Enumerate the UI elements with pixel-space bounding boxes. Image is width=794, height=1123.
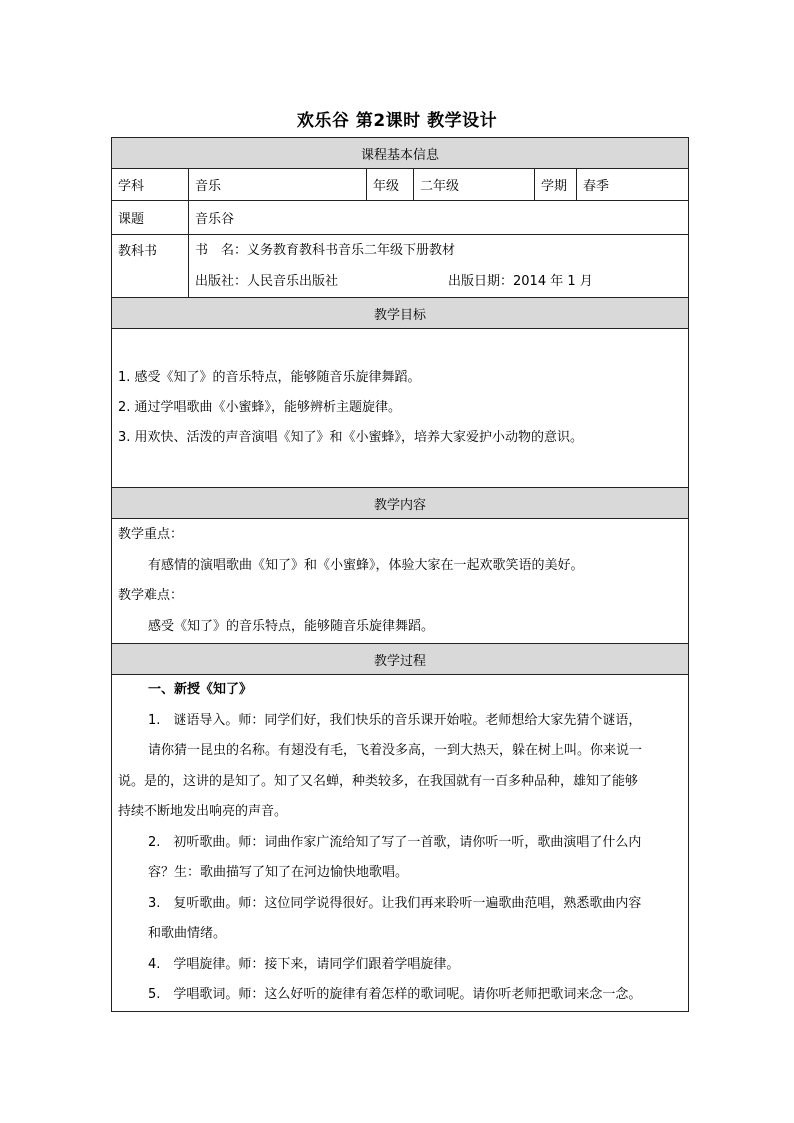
document-title: 欢乐谷 第2课时 教学设计: [296, 111, 498, 131]
process-line: 3. 复听歌曲。师：这位同学说得很好。让我们再来聆听一遍歌曲范唱，熟悉歌曲内容: [148, 895, 642, 911]
subject-row: [112, 169, 689, 201]
process-line: 容？生：歌曲描写了知了在河边愉快地歌唱。: [148, 865, 409, 880]
process-line: 2. 初听歌曲。师：词曲作家广流给知了写了一首歌，请你听一听，歌曲演唱了什么内: [148, 834, 642, 850]
goals-header: 教学目标: [112, 298, 689, 329]
goals-header-row: [112, 298, 689, 329]
process-body: [112, 675, 689, 1012]
textbook-info: [189, 235, 689, 298]
publisher: 出版社：人民音乐出版社: [195, 274, 339, 289]
topic-value: 音乐谷: [189, 201, 689, 235]
book-name: 书 名：义务教育教科书音乐二年级下册教材: [195, 243, 456, 258]
goal-item: 1. 感受《知了》的音乐特点，能够随音乐旋律舞蹈。: [118, 370, 421, 385]
process-line: 4. 学唱旋律。师：接下来，请同学们跟着学唱旋律。: [148, 956, 460, 972]
basic-info-header-row: [112, 138, 689, 169]
process-line: 说。是的，这讲的是知了。知了又名蝉，种类较多，在我国就有一百多种品种，雄知了能够: [118, 773, 639, 789]
difficult-points-label: 教学难点：: [118, 588, 184, 603]
subject-label: 学科: [112, 169, 189, 201]
topic-row: [112, 201, 689, 235]
process-header-row: [112, 644, 689, 675]
content-header: 教学内容: [112, 488, 689, 519]
grade-label: 年级: [367, 169, 414, 201]
goals-list: [112, 329, 689, 488]
lesson-plan-table: [111, 137, 689, 1012]
basic-info-header: 课程基本信息: [112, 138, 689, 169]
difficult-points-text: 感受《知了》的音乐特点，能够随音乐旋律舞蹈。: [148, 618, 435, 634]
goals-row: [112, 329, 689, 488]
goal-item: 3. 用欢快、活泼的声音演唱《知了》和《小蜜蜂》，培养大家爱护小动物的意识。: [118, 430, 584, 445]
process-line: 5. 学唱歌词。师：这么好听的旋律有着怎样的歌词呢。请你听老师把歌词来念一念。: [148, 987, 642, 1002]
content-row: [112, 519, 689, 644]
textbook-label: 教科书: [112, 235, 189, 298]
publisher-line: [195, 266, 682, 297]
key-points-text: 有感情的演唱歌曲《知了》和《小蜜蜂》，体验大家在一起欢歌笑语的美好。: [148, 557, 584, 573]
subject-value: 音乐: [189, 169, 367, 201]
process-line: 和歌曲情绪。: [148, 926, 227, 941]
process-header: 教学过程: [112, 644, 689, 675]
process-line: 1. 谜语导入。师：同学们好，我们快乐的音乐课开始啦。老师想给大家先猜个谜语，: [148, 712, 642, 728]
content-body: [112, 519, 689, 644]
process-row: [112, 675, 689, 1012]
section-heading: 一、新授《知了》: [148, 682, 253, 697]
term-label: 学期: [535, 169, 577, 201]
process-line: 请你猜一昆虫的名称。有翅没有毛，飞着没多高，一到大热天，躲在树上叫。你来说一: [148, 743, 643, 758]
publish-date: 出版日期：2014 年 1 月: [448, 274, 593, 289]
term-value: 春季: [577, 169, 689, 201]
process-line: 持续不断地发出响亮的声音。: [118, 804, 288, 819]
topic-label: 课题: [112, 201, 189, 235]
grade-value: 二年级: [414, 169, 535, 201]
textbook-row: [112, 235, 689, 298]
content-header-row: [112, 488, 689, 519]
goal-item: 2. 通过学唱歌曲《小蜜蜂》，能够辨析主题旋律。: [118, 400, 402, 415]
key-points-label: 教学重点：: [118, 527, 184, 542]
